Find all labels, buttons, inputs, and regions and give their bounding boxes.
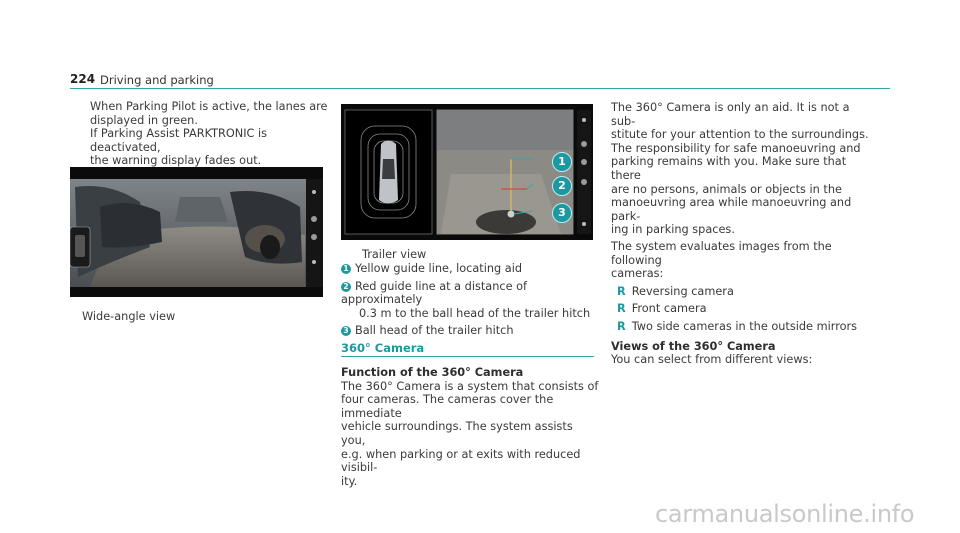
trailer-view-caption: Trailer view (362, 248, 427, 261)
subsection-title: Function of the 360° Camera (341, 366, 524, 379)
callout-list (341, 262, 601, 338)
bullet-text: Two side cameras in the outside mirrors (631, 319, 858, 333)
marker-3: 3 (552, 203, 572, 223)
bullet-item (611, 320, 873, 334)
text-line: parking remains with you. Make sure that there (611, 155, 847, 182)
text-line: If Parking Assist PARKTRONIC is deactivated, (90, 127, 268, 154)
text-line: are no persons, animals or objects in the (611, 182, 842, 196)
header-rule (70, 88, 890, 89)
text-line: cameras: (611, 267, 664, 281)
text-line: ity. (341, 474, 358, 488)
bullet-marker: R (617, 319, 626, 333)
text-line: vehicle surroundings. The system assists you, (341, 420, 573, 447)
bullet-item (611, 285, 873, 299)
col1-paragraph (90, 100, 330, 168)
wide-angle-view-image (70, 167, 323, 297)
callout-text: Red guide line at a distance of approximately (341, 279, 528, 307)
callout-badge: 3 (341, 326, 351, 336)
text-line: ing in parking spaces. (611, 223, 735, 237)
col3-text (611, 101, 873, 367)
text-line: displayed in green. (90, 113, 198, 127)
bullet-marker: R (617, 302, 626, 316)
watermark: carmanualsonline.info (655, 500, 915, 528)
header-title: Driving and parking (100, 73, 214, 87)
text-line: manoeuvring area while manoeuvring and park- (611, 196, 852, 223)
callout-item (341, 262, 601, 276)
text-line: The 360° Camera is only an aid. It is not a sub- (611, 101, 850, 128)
callout-item (341, 280, 601, 307)
text-line: four cameras. The cameras cover the immediate (341, 393, 554, 420)
section-title: 360° Camera (341, 341, 425, 355)
bullet-text: Front camera (631, 302, 707, 316)
function-section (341, 366, 599, 488)
page-number: 224 (70, 72, 96, 86)
bullet-text: Reversing camera (631, 284, 734, 298)
marker-2: 2 (552, 176, 572, 196)
text-line: The responsibility for safe manoeuvring and (611, 141, 861, 155)
callout-badge: 1 (341, 264, 351, 274)
callout-text: Ball head of the trailer hitch (355, 324, 514, 338)
marker-1: 1 (552, 152, 572, 172)
text-line: e.g. when parking or at exits with reduced visibil- (341, 447, 581, 475)
text-line: The system evaluates images from the following (611, 239, 832, 267)
callout-text: Yellow guide line, locating aid (355, 262, 523, 275)
trailer-view-image (341, 104, 593, 240)
text-line: When Parking Pilot is active, the lanes are (90, 100, 328, 113)
views-title: Views of the 360° Camera (611, 339, 776, 353)
wide-angle-caption: Wide-angle view (82, 310, 176, 323)
text-line: The 360° Camera is a system that consists of (341, 379, 599, 393)
section-rule (341, 356, 594, 357)
bullet-item (611, 302, 873, 316)
callout-badge: 2 (341, 282, 351, 292)
callout-text-cont: 0.3 m to the ball head of the trailer hitch (359, 306, 591, 320)
views-text: You can select from different views: (611, 353, 813, 367)
text-line: the warning display fades out. (90, 154, 262, 168)
text-line: stitute for your attention to the surroundings. (611, 128, 869, 142)
bullet-marker: R (617, 284, 626, 298)
callout-item (341, 324, 601, 338)
